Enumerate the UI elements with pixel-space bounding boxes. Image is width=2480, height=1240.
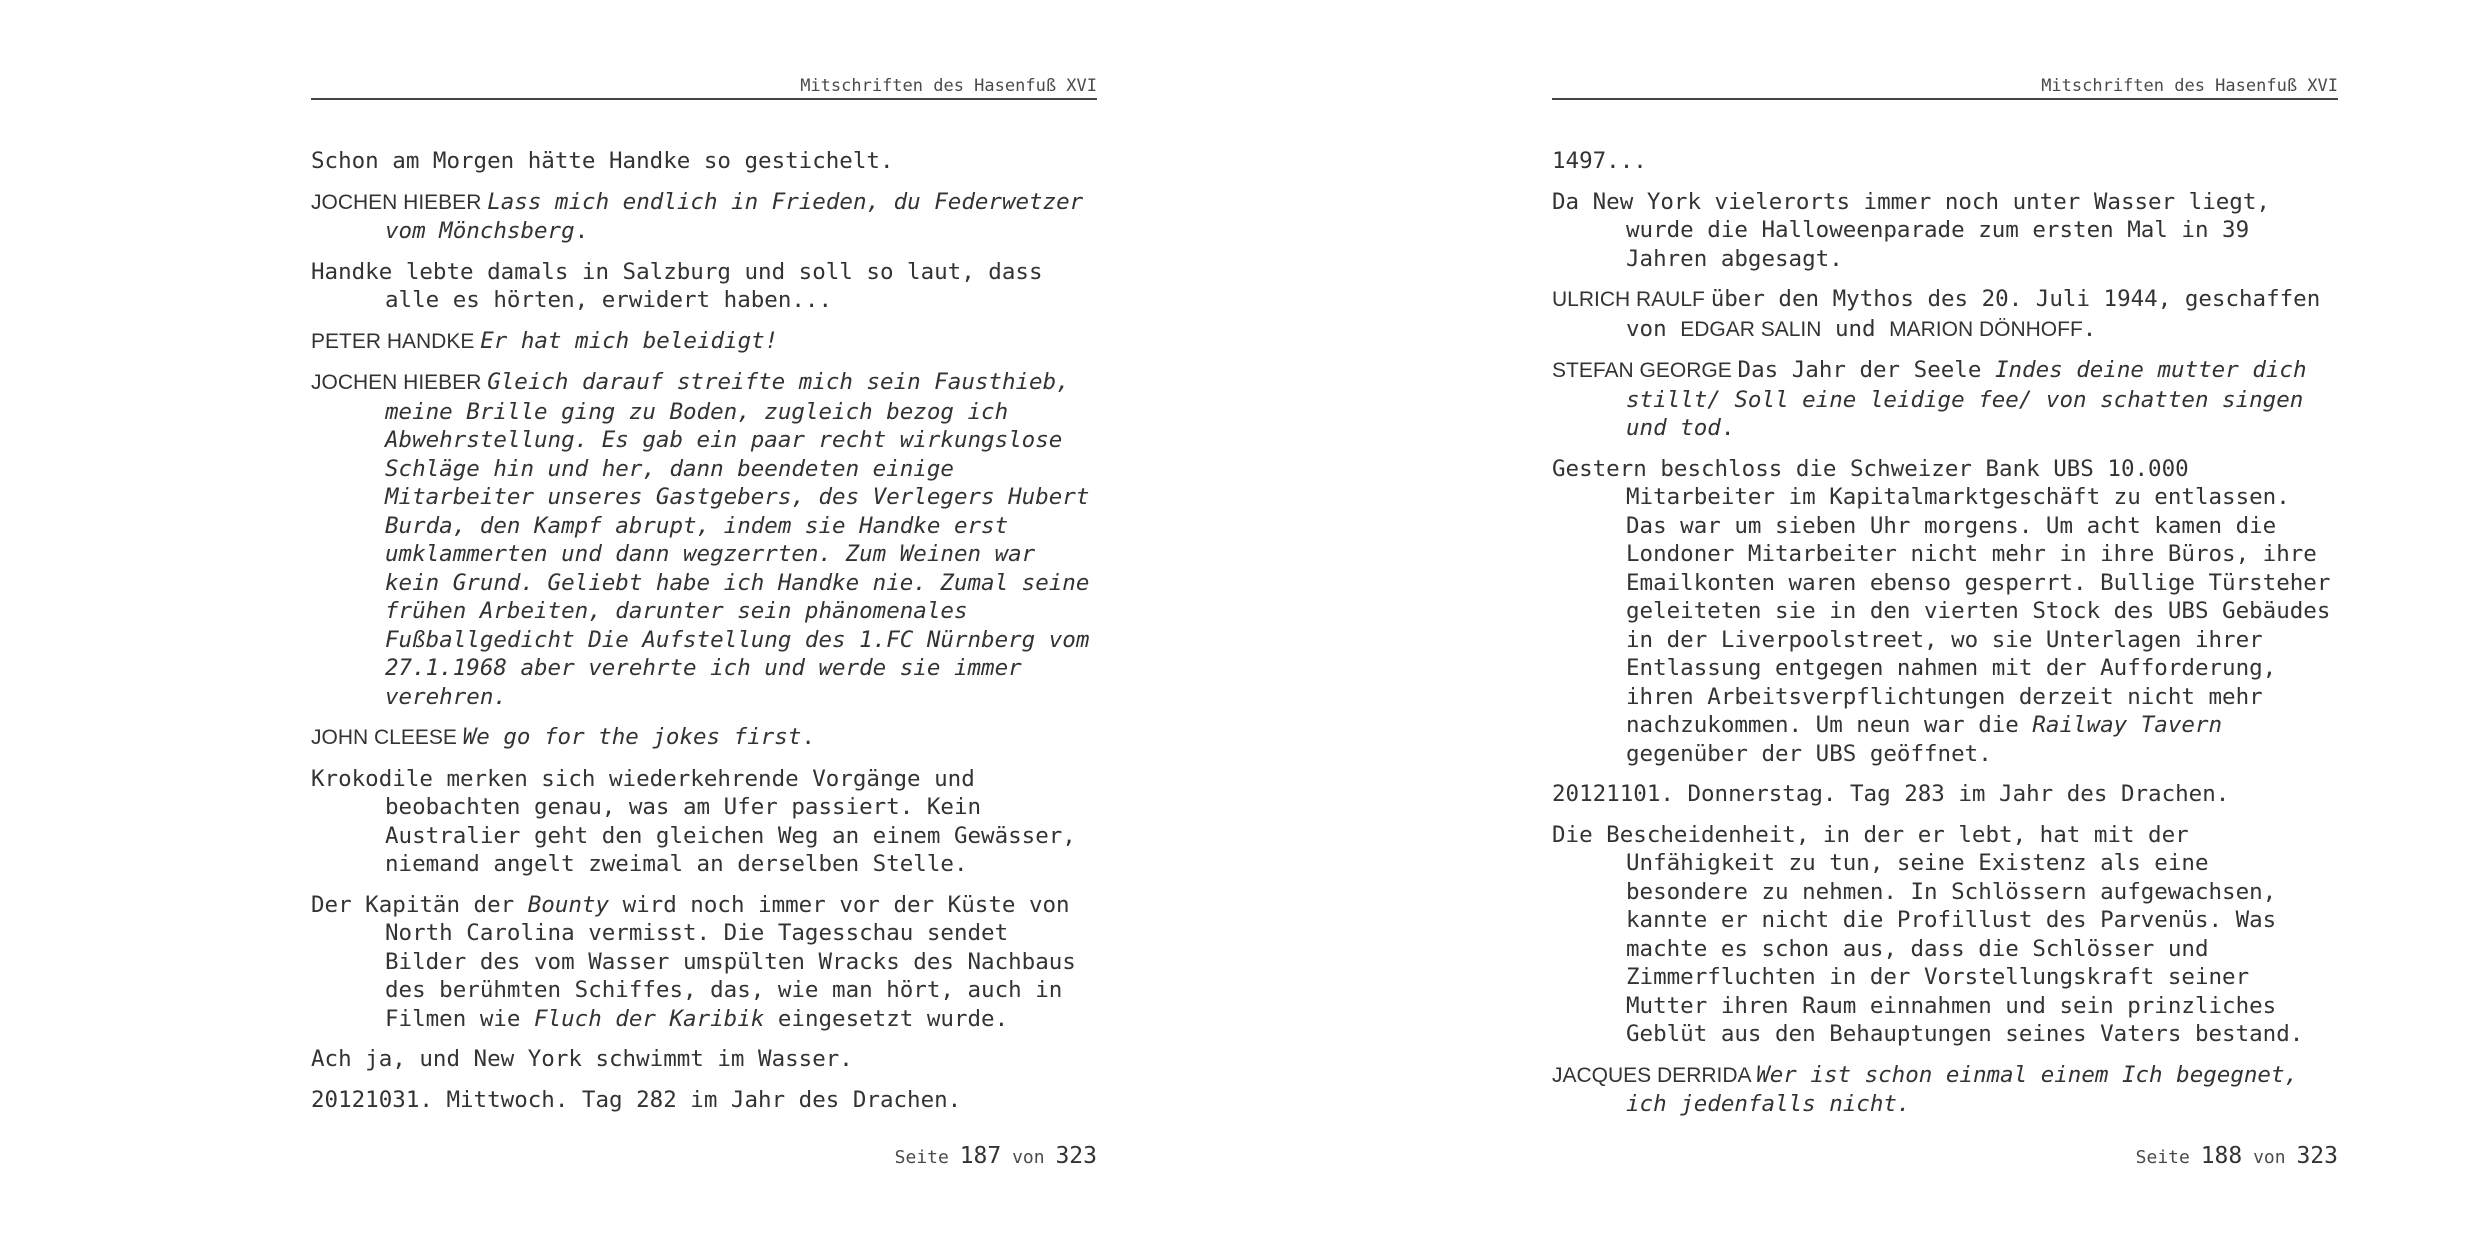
italic-text: Railway Tavern bbox=[2032, 712, 2223, 738]
italic-text: Bounty bbox=[527, 891, 610, 918]
speaker-name: PETER HANDKE bbox=[311, 329, 481, 353]
text-run: Ach ja, und New York schwimmt im Wasser. bbox=[311, 1046, 853, 1072]
paragraph bbox=[1552, 147, 2342, 176]
text-run: . bbox=[574, 218, 589, 244]
paragraph bbox=[1552, 1061, 2342, 1119]
paragraph bbox=[1552, 780, 2342, 809]
page-number: 187 bbox=[959, 1143, 1002, 1169]
text-run: Der Kapitän der bbox=[311, 891, 528, 918]
footer-prefix: Seite bbox=[2135, 1147, 2190, 1168]
header-rule bbox=[311, 98, 1097, 100]
text-run: . bbox=[801, 724, 815, 750]
text-run: Die Bescheidenheit, in der er lebt, hat mit der Unfähigkeit zu tun, seine Existenz als eine besondere zu nehmen. In Schlössern aufgewachsen, kannte er nicht die Profillust des Parvenüs. Was machte es schon aus, dass die Schlösser und Zimmerfluchten in der Vorstellungskraft seiner Mutter ihren Raum einnahmen und sein prinzliches Geblüt aus den Behauptungen seines Vaters bestand. bbox=[1552, 821, 2304, 1047]
running-head: Mitschriften des Hasenfuß XVI bbox=[2041, 76, 2338, 96]
text-run: eingesetzt wurde. bbox=[764, 1005, 1009, 1032]
paragraph bbox=[311, 765, 1101, 879]
page-footer bbox=[895, 1143, 1097, 1169]
speaker-name: JOCHEN HIEBER bbox=[311, 190, 488, 214]
text-run: und bbox=[1821, 315, 1890, 342]
page-total: 323 bbox=[2296, 1143, 2338, 1169]
text-run: über den Mythos des 20. Juli 1944, geschaffen von bbox=[1626, 286, 2321, 342]
italic-text: Er hat mich beleidigt! bbox=[480, 327, 779, 354]
paragraph bbox=[311, 327, 1101, 357]
paragraph bbox=[311, 1086, 1101, 1115]
paragraph bbox=[311, 723, 1101, 753]
text-run: Da New York vielerorts immer noch unter Wasser liegt, wurde die Halloweenparade zum ersten Mal in 39 Jahren abgesagt. bbox=[1552, 188, 2270, 272]
speaker-name: JACQUES DERRIDA bbox=[1552, 1063, 1757, 1087]
italic-text: Gleich darauf streifte mich sein Fausthieb, meine Brille ging zu Boden, zugleich bezog ich Abwehrstellung. Es gab ein paar recht wirkungslose Schläge hin und her, dann beendeten einige Mitarbeiter unseres Gastgebers, des Verlegers Hubert Burda, den Kampf abrupt, indem sie Handke erst umklammerten und dann wegzerrten. Zum Weinen war kein Grund. Geliebt habe ich Handke nie. Zumal seine frühen Arbeiten, darunter sein phänomenales Fußballgedicht Die Aufstellung des 1.FC Nürnberg vom 27.1.1968 aber verehrte ich und werde sie immer verehren. bbox=[385, 369, 1090, 710]
paragraph bbox=[311, 258, 1101, 315]
page-total: 323 bbox=[1055, 1143, 1097, 1169]
page-number: 188 bbox=[2200, 1143, 2243, 1169]
text-run: Handke lebte damals in Salzburg und soll so laut, dass alle es hörten, erwidert haben... bbox=[311, 258, 1043, 313]
text-run: 20121031. Mittwoch. Tag 282 im Jahr des Drachen. bbox=[311, 1086, 962, 1113]
left-page bbox=[311, 0, 1101, 1240]
speaker-name: MARION DÖNHOFF bbox=[1889, 317, 2083, 341]
italic-text: Indes deine mutter dich stillt/ Soll eine leidige fee/ von schatten singen und tod bbox=[1626, 357, 2307, 441]
paragraph bbox=[311, 147, 1101, 176]
paragraph bbox=[1552, 285, 2342, 344]
text-run: gegenüber der UBS geöffnet. bbox=[1626, 740, 1992, 767]
text-run: 1497... bbox=[1552, 148, 1647, 174]
page-body bbox=[311, 147, 1101, 1126]
footer-of: von bbox=[1012, 1147, 1045, 1168]
italic-text: Fluch der Karibik bbox=[534, 1005, 765, 1032]
text-run: . bbox=[1720, 415, 1735, 441]
paragraph bbox=[311, 188, 1101, 246]
page-body bbox=[1552, 147, 2342, 1131]
footer-prefix: Seite bbox=[894, 1147, 949, 1168]
paragraph bbox=[1552, 188, 2342, 274]
paragraph bbox=[311, 891, 1101, 1034]
running-head: Mitschriften des Hasenfuß XVI bbox=[800, 76, 1097, 96]
paragraph bbox=[1552, 455, 2342, 769]
paragraph bbox=[1552, 821, 2342, 1049]
text-run: Krokodile merken sich wiederkehrende Vorgänge und beobachten genau, was am Ufer passiert. Kein Australier geht den gleichen Weg an einem Gewässer, niemand angelt zweimal an derselben Stelle. bbox=[311, 765, 1076, 877]
page-footer bbox=[2136, 1143, 2338, 1169]
speaker-name: STEFAN GEORGE bbox=[1552, 359, 1738, 382]
speaker-name: JOCHEN HIEBER bbox=[311, 371, 488, 394]
italic-text: Lass mich endlich in Frieden, du Federwetzer vom Mönchsberg bbox=[385, 188, 1084, 244]
paragraph bbox=[311, 1045, 1101, 1074]
paragraph bbox=[1552, 356, 2342, 443]
text-run: wird noch immer vor der Küste von North Carolina vermisst. Die Tagesschau sendet Bilder des vom Wasser umspülten Wracks des Nachbaus des berühmten Schiffes, das, wie man hört, auch in Filmen wie bbox=[385, 891, 1076, 1032]
right-page bbox=[1552, 0, 2342, 1240]
text-run: 20121101. Donnerstag. Tag 283 im Jahr des Drachen. bbox=[1552, 781, 2230, 807]
speaker-name: ULRICH RAULF bbox=[1552, 288, 1711, 311]
header-rule bbox=[1552, 98, 2338, 100]
speaker-name: EDGAR SALIN bbox=[1680, 317, 1822, 341]
italic-text: Wer ist schon einmal einem Ich begegnet, ich jedenfalls nicht. bbox=[1626, 1061, 2299, 1117]
text-run: Das Jahr der Seele bbox=[1737, 357, 1995, 383]
text-run: Schon am Morgen hätte Handke so gestichelt. bbox=[311, 148, 894, 174]
footer-of: von bbox=[2253, 1147, 2286, 1168]
paragraph bbox=[311, 368, 1101, 711]
speaker-name: JOHN CLEESE bbox=[311, 726, 463, 749]
italic-text: We go for the jokes first bbox=[462, 724, 802, 750]
text-run: . bbox=[2082, 315, 2097, 342]
text-run: Gestern beschloss die Schweizer Bank UBS 10.000 Mitarbeiter im Kapitalmarktgeschäft zu entlassen. Das war um sieben Uhr morgens. Um acht kamen die Londoner Mitarbeiter nicht mehr in ihre Büros, ihre Emailkonten waren ebenso gesperrt. Bullige Türsteher geleiteten sie in den vierten Stock des UBS Gebäudes in der Liverpoolstreet, wo sie Unterlagen ihrer Entlassung entgegen nahmen mit der Aufforderung, ihren Arbeitsverpflichtungen derzeit nicht mehr nachzukommen. Um neun war die bbox=[1552, 455, 2331, 738]
